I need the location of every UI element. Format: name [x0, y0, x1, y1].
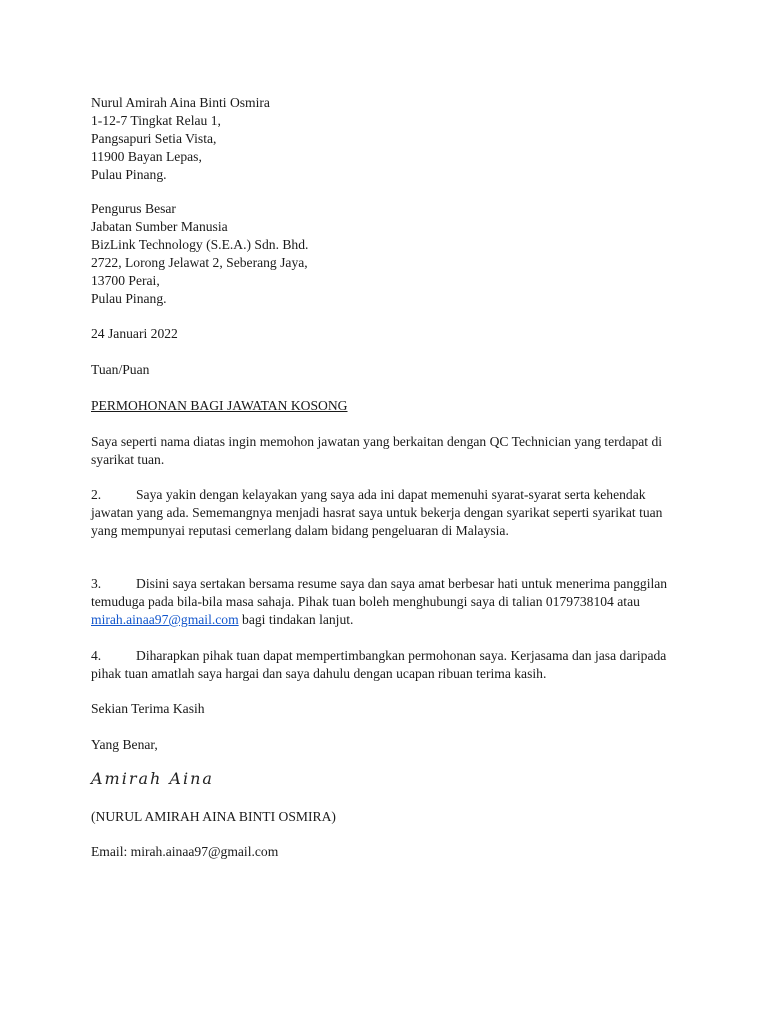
recipient-address: [91, 200, 683, 308]
sender-name: Nurul Amirah Aina Binti Osmira: [91, 95, 270, 110]
sender-address-line: 1-12-7 Tingkat Relau 1,: [91, 113, 221, 128]
paragraph-number: 4.: [91, 648, 102, 663]
paragraph-text: Saya yakin dengan kelayakan yang saya ada ini dapat memenuhi syarat-syarat serta kehendak jawatan yang ada. Sememangnya menjadi hasrat saya untuk bekerja dengan syarikat seperti syarikat tuan yang mempunyai reputasi cemerlang dalam bidang pengeluaran di Malaysia.: [91, 487, 663, 538]
paragraph-body: [91, 486, 683, 540]
recipient-company: BizLink Technology (S.E.A.) Sdn. Bhd.: [91, 237, 309, 252]
yours-text: Yang Benar,: [91, 737, 158, 752]
subject: [91, 397, 683, 415]
sender-address: [91, 94, 683, 184]
paragraph-3: [91, 575, 683, 629]
paragraph-2: [91, 486, 683, 540]
recipient-address-line: 2722, Lorong Jelawat 2, Seberang Jaya,: [91, 255, 308, 270]
full-name-text: (NURUL AMIRAH AINA BINTI OSMIRA): [91, 809, 336, 824]
closing-yours: [91, 736, 683, 754]
full-name: [91, 808, 683, 826]
paragraph-number: 2.: [91, 487, 102, 502]
subject-text: PERMOHONAN BAGI JAWATAN KOSONG: [91, 398, 348, 413]
paragraph-body: [91, 575, 683, 629]
paragraph-text: Disini saya sertakan bersama resume saya dan saya amat berbesar hati untuk menerima panggilan temuduga pada bila-bila masa sahaja. Pihak tuan boleh menghubungi saya di talian 0179738104 atau: [91, 576, 668, 609]
letter-date: [91, 325, 683, 343]
paragraph-1: [91, 433, 683, 469]
paragraph-text-end: bagi tindakan lanjut.: [238, 612, 354, 627]
recipient-address-line: 13700 Perai,: [91, 273, 160, 288]
paragraph-4: [91, 647, 683, 683]
recipient-address-line: Pulau Pinang.: [91, 291, 167, 306]
sender-address-line: Pulau Pinang.: [91, 167, 167, 182]
paragraph-number: 3.: [91, 576, 102, 591]
paragraph-text: Diharapkan pihak tuan dapat mempertimbangkan permohonan saya. Kerjasama dan jasa daripada pihak tuan amatlah saya hargai dan saya dahulu dengan ucapan ribuan terima kasih.: [91, 648, 667, 681]
recipient-title: Pengurus Besar: [91, 201, 176, 216]
date-text: 24 Januari 2022: [91, 326, 178, 341]
signature-text: Amirah Aina: [91, 769, 214, 788]
paragraph-body: [91, 647, 683, 683]
salutation: [91, 361, 683, 379]
email-link[interactable]: mirah.ainaa97@gmail.com: [91, 612, 239, 627]
thanks-text: Sekian Terima Kasih: [91, 701, 205, 716]
salutation-text: Tuan/Puan: [91, 362, 150, 377]
closing-thanks: [91, 700, 683, 718]
signature: [91, 770, 683, 788]
paragraph-text: Saya seperti nama diatas ingin memohon jawatan yang berkaitan dengan QC Technician yang terdapat di syarikat tuan.: [91, 434, 663, 467]
sender-address-line: 11900 Bayan Lepas,: [91, 149, 202, 164]
sender-address-line: Pangsapuri Setia Vista,: [91, 131, 217, 146]
recipient-department: Jabatan Sumber Manusia: [91, 219, 228, 234]
contact-email: [91, 843, 683, 861]
email-text: Email: mirah.ainaa97@gmail.com: [91, 844, 279, 859]
